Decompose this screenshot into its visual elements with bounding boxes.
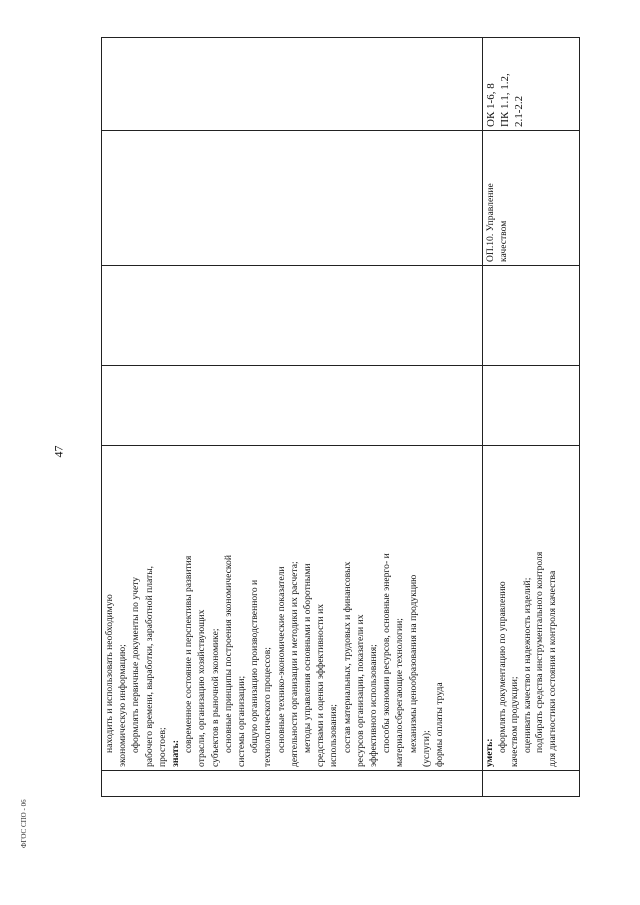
text-line: состав материальных, трудовых и финансовых <box>341 561 353 753</box>
text-line: оформлять документацию по управлению <box>496 581 508 753</box>
text-line: системы организации; <box>236 675 248 767</box>
text-line: механизмы ценообразования на продукцию <box>407 574 419 753</box>
text-line: общую организацию производственного и <box>249 579 261 753</box>
curriculum-table <box>101 37 580 797</box>
text-line: формы оплаты труда <box>434 682 446 767</box>
text-line: основные принципы построения экономической <box>222 555 234 753</box>
text-line: методы управления основными и оборотными <box>302 563 314 753</box>
competencies-cell <box>483 36 581 131</box>
text-line: эффективного использования; <box>368 644 380 767</box>
text-line: ресурсов организации, показатели их <box>354 614 366 767</box>
text-line: простоев; <box>156 727 168 767</box>
content-cell-knowledge <box>102 446 482 771</box>
text-line: средствами и оценки эффективности их <box>315 603 327 767</box>
section-label-znat: знать: <box>170 740 182 767</box>
text-line: экономическую информацию; <box>117 644 129 767</box>
discipline-name: ОП.10. Управление <box>485 183 496 262</box>
competency-code: 2.1-2.2 <box>513 95 525 127</box>
text-line: для диагностики состояния и контроля качества <box>546 570 558 767</box>
text-line: субъектов в рыночной экономике; <box>209 628 221 767</box>
text-line: современное состояние и перспективы развития <box>183 555 195 753</box>
text-line: основные технико-экономические показатели <box>275 566 287 753</box>
page-number: 47 <box>51 445 66 458</box>
text-line: рабочего времени, выработки, заработной платы, <box>143 565 155 767</box>
text-line: подбирать средства инструментального контроля <box>534 551 546 753</box>
text-line: оформлять первичные документы по учету <box>130 576 142 753</box>
table-column-divider <box>102 365 579 366</box>
text-line: качеством продукции; <box>509 676 521 767</box>
discipline-cell <box>483 131 581 266</box>
text-line: материалосберегающие технологии; <box>394 618 406 767</box>
competencies-column <box>102 36 579 131</box>
text-line: (услуги); <box>420 730 432 767</box>
discipline-name: качеством <box>498 220 510 262</box>
text-line: деятельности организации и методики их расчета; <box>288 561 300 767</box>
section-label-umet: уметь: <box>484 738 495 767</box>
text-line: технологического процессов; <box>262 647 274 767</box>
competency-code: ПК 1.1, 1.2, <box>499 73 511 127</box>
text-line: использования; <box>328 704 340 767</box>
text-line: оценивать качество и надежность изделий; <box>521 577 533 753</box>
discipline-column <box>102 131 579 266</box>
text-line: находить и использовать необходимую <box>104 594 115 753</box>
content-column <box>102 446 579 771</box>
text-line: отрасли, организацию хозяйствующих <box>196 609 208 767</box>
text-line: способы экономии ресурсов, основные энерго- и <box>381 553 393 753</box>
competency-code: ОК 1-6, 8 <box>485 83 497 127</box>
footer-code: ФГОС СПО - 06 <box>20 799 28 848</box>
content-cell-skills <box>483 446 581 771</box>
